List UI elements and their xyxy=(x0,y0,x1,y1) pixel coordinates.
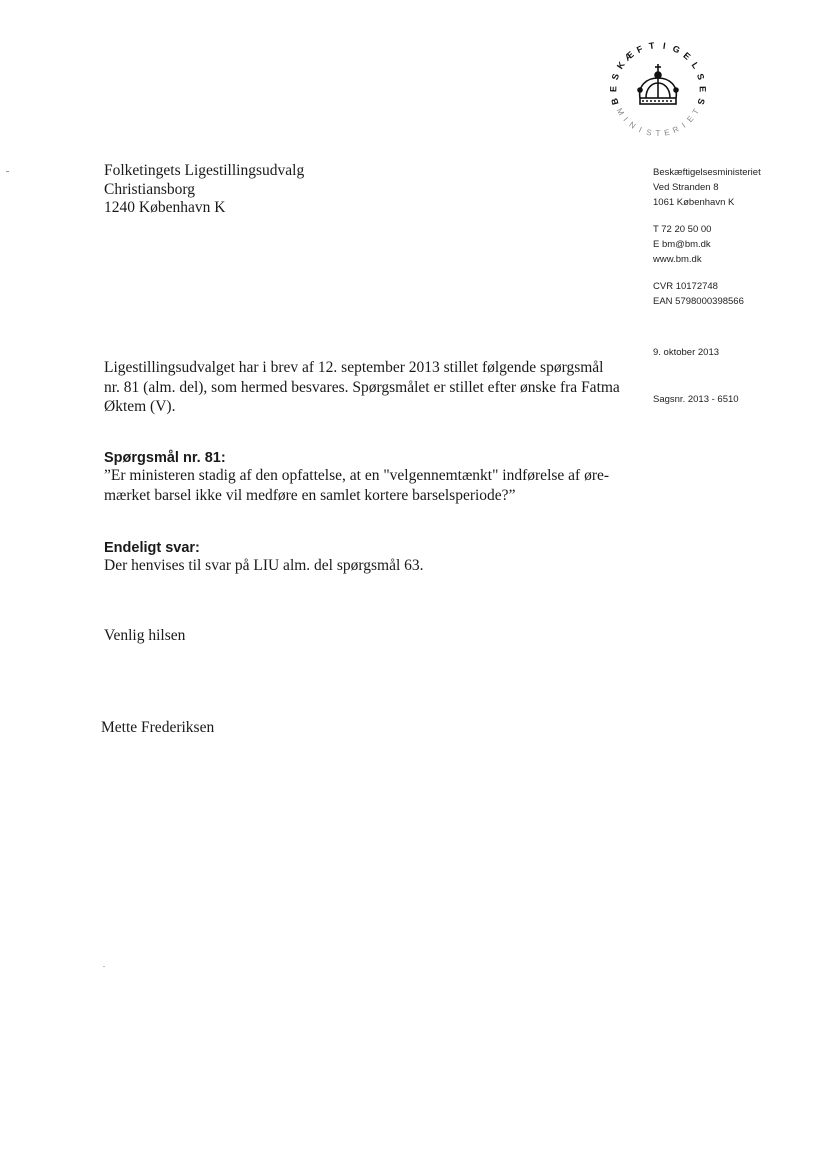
logo-arc-letter: K xyxy=(614,59,627,71)
logo-arc-letter: S xyxy=(695,97,707,106)
intro-line-2: nr. 81 (alm. del), som hermed besvares. Spørgsmålet er stillet efter ønske fra Fatma xyxy=(104,378,620,396)
intro-line-3: Øktem (V). xyxy=(104,398,176,415)
logo-arc-letter: R xyxy=(671,124,681,136)
question-text xyxy=(104,466,614,505)
logo-arc-letter: E xyxy=(697,85,708,93)
logo-arc-letter: G xyxy=(671,43,682,56)
recipient-line-2: Christiansborg xyxy=(104,180,195,198)
logo-arc-letter: I xyxy=(621,115,630,123)
logo-arc-letter: S xyxy=(694,72,707,82)
answer-heading: Endeligt svar: xyxy=(104,540,200,556)
ministry-crown-logo xyxy=(600,38,716,142)
signature-name: Mette Frederiksen xyxy=(101,719,215,736)
logo-arc-letter: S xyxy=(645,127,653,138)
logo-arc-letter: B xyxy=(609,97,621,106)
question-line-2: mærket barsel ikke vil medføre en samlet kortere barselsperiode?” xyxy=(104,486,516,504)
question-line-1: ”Er ministeren stadig af den opfattelse, at en "velgennemtænkt" indførelse af øre- xyxy=(104,467,610,484)
logo-arc-letter: L xyxy=(689,60,701,71)
logo-arc-letter: E xyxy=(681,50,693,62)
closing-greeting: Venlig hilsen xyxy=(104,627,186,644)
sender-city: 1061 København K xyxy=(653,197,735,208)
letter-date: 9. oktober 2013 xyxy=(653,347,720,358)
sender-cvr: CVR 10172748 xyxy=(653,281,718,292)
margin-mark xyxy=(6,171,9,172)
sender-email: E bm@bm.dk xyxy=(653,239,711,250)
recipient-line-1: Folketingets Ligestillingsudvalg xyxy=(104,162,305,179)
intro-line-1: Ligestillingsudvalget har i brev af 12. september 2013 stillet følgende spørgsmål xyxy=(104,359,604,376)
sender-ean: EAN 5798000398566 xyxy=(653,296,744,307)
sender-name: Beskæftigelsesministeriet xyxy=(653,167,761,178)
logo-arc-letter: Æ xyxy=(622,49,636,63)
sender-phone: T 72 20 50 00 xyxy=(653,224,712,235)
sender-info xyxy=(653,165,761,309)
logo-arc-letter: E xyxy=(663,127,671,138)
logo-arc-letter: S xyxy=(609,72,622,82)
intro-paragraph xyxy=(104,358,620,417)
logo-arc-letter: M xyxy=(614,106,626,117)
logo-arc-letter: I xyxy=(662,40,667,51)
logo-arc-letter: N xyxy=(627,119,638,131)
logo-arc-letter: I xyxy=(680,120,688,130)
recipient-line-3: 1240 København K xyxy=(104,199,226,216)
logo-arc-letter: E xyxy=(685,114,696,125)
case-number: Sagsnr. 2013 - 6510 xyxy=(653,394,739,405)
question-heading: Spørgsmål nr. 81: xyxy=(104,450,226,466)
logo-arc-letter: F xyxy=(635,43,645,56)
logo-arc-letter: E xyxy=(608,85,619,93)
logo-arc-letter: T xyxy=(655,129,661,139)
sender-street: Ved Stranden 8 xyxy=(653,182,719,193)
logo-arc-letter: T xyxy=(690,107,701,117)
sender-web: www.bm.dk xyxy=(653,254,702,265)
recipient-address xyxy=(104,162,304,218)
logo-arc-text-bottom xyxy=(615,107,701,138)
answer-text: Der henvises til svar på LIU alm. del spørgsmål 63. xyxy=(104,557,424,574)
scan-artifact xyxy=(103,966,105,967)
logo-arc-letter: I xyxy=(637,125,644,135)
crown-icon xyxy=(638,64,678,104)
logo-arc-letter: T xyxy=(648,40,656,52)
